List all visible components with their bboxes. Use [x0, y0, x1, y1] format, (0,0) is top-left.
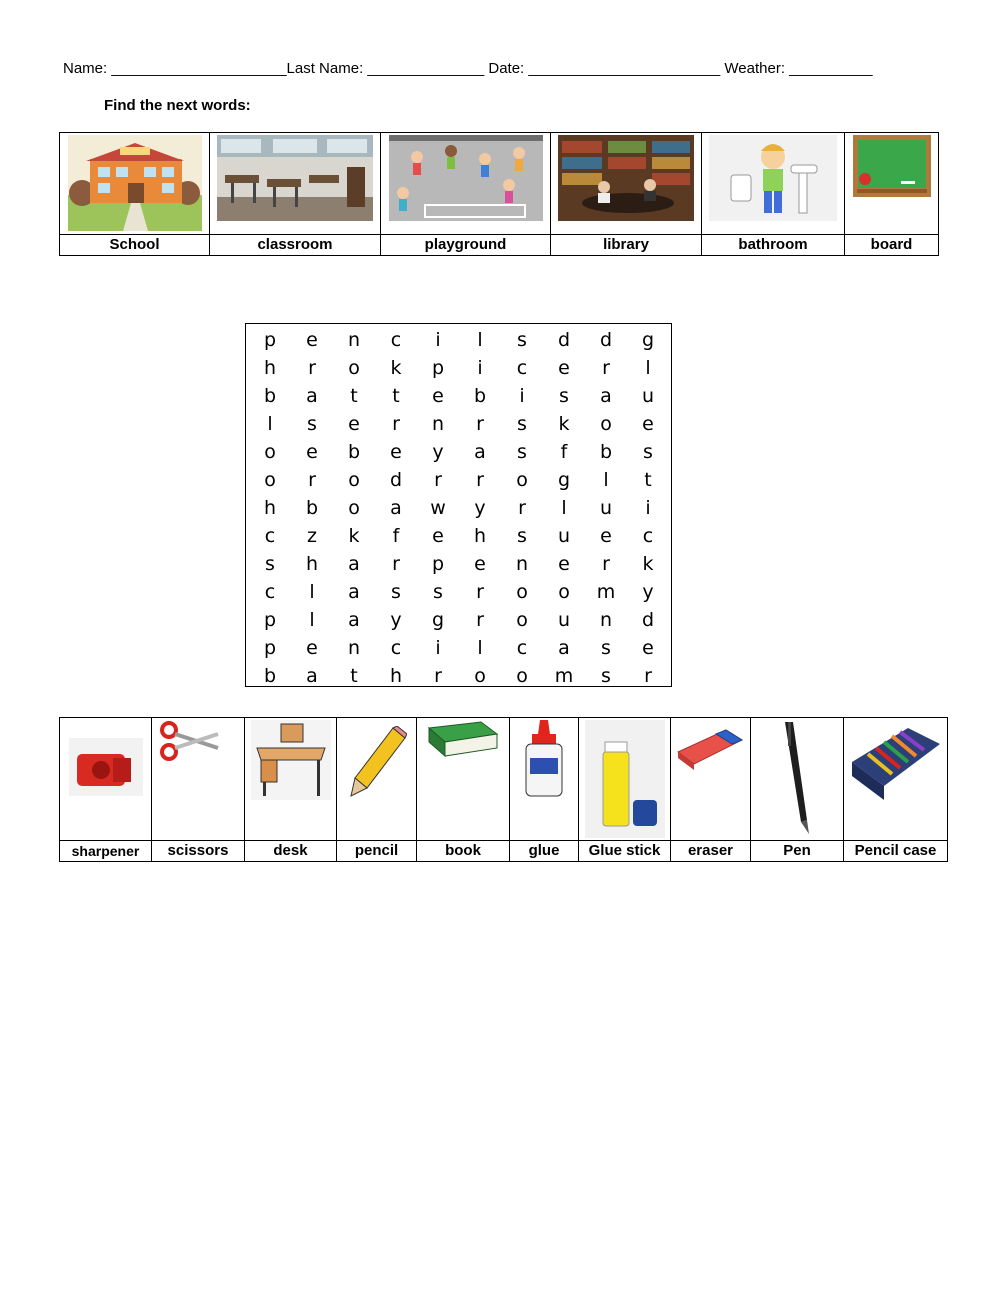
grid-letter[interactable]: b	[263, 665, 277, 687]
grid-letter[interactable]: r	[392, 413, 400, 435]
student-info-line[interactable]: Name: _____________________Last Name: ______________ Date: _______________________ Weather: __________	[63, 60, 873, 77]
library-icon	[558, 135, 694, 221]
grid-letter[interactable]: o	[516, 469, 528, 491]
grid-letter[interactable]: e	[558, 357, 570, 379]
pencil-icon	[347, 726, 407, 798]
classroom-icon	[217, 135, 373, 221]
grid-letter[interactable]: h	[389, 665, 403, 687]
grid-letter[interactable]: r	[476, 609, 484, 631]
grid-letter[interactable]: r	[518, 497, 526, 519]
grid-letter[interactable]: a	[348, 581, 360, 603]
scissors-picture-cell	[152, 718, 245, 841]
grid-letter[interactable]: s	[265, 553, 275, 575]
grid-letter[interactable]: f	[392, 525, 400, 547]
grid-letter[interactable]: p	[263, 609, 277, 631]
scissors-icon	[158, 720, 220, 764]
word-search-grid[interactable]	[245, 323, 672, 687]
grid-letter[interactable]: r	[476, 413, 484, 435]
grid-letter[interactable]: l	[477, 637, 483, 659]
grid-letter[interactable]: p	[263, 637, 277, 659]
grid-letter[interactable]: e	[558, 553, 570, 575]
board-picture-cell	[845, 133, 939, 235]
instruction-heading: Find the next words:	[104, 97, 251, 114]
grid-letter[interactable]: s	[517, 525, 527, 547]
grid-letter[interactable]: i	[477, 357, 483, 379]
grid-letter[interactable]: o	[516, 609, 528, 631]
grid-letter[interactable]: l	[645, 357, 651, 379]
grid-letter[interactable]: l	[267, 413, 273, 435]
grid-letter[interactable]: g	[431, 609, 445, 631]
grid-row	[246, 354, 671, 382]
grid-letter[interactable]: k	[558, 413, 570, 435]
grid-letter[interactable]: t	[350, 385, 358, 407]
grid-letter[interactable]: y	[642, 581, 654, 603]
grid-letter[interactable]: g	[641, 329, 655, 351]
grid-letter[interactable]: d	[599, 329, 613, 351]
grid-letter[interactable]: f	[560, 441, 568, 463]
grid-letter[interactable]: c	[264, 581, 276, 603]
grid-letter[interactable]: e	[432, 385, 444, 407]
grid-letter[interactable]: e	[474, 553, 486, 575]
place-label: bathroom	[702, 235, 845, 256]
grid-letter[interactable]: n	[599, 609, 613, 631]
desk-icon	[251, 720, 331, 800]
supply-label: glue	[510, 841, 579, 862]
grid-letter[interactable]: s	[601, 637, 611, 659]
grid-letter[interactable]: p	[263, 329, 277, 351]
grid-letter[interactable]: r	[602, 553, 610, 575]
grid-row	[246, 522, 671, 550]
grid-letter[interactable]: e	[390, 441, 402, 463]
grid-letter[interactable]: n	[515, 553, 529, 575]
glue-picture-cell	[510, 718, 579, 841]
grid-letter[interactable]: r	[476, 581, 484, 603]
grid-row	[246, 634, 671, 662]
supplies-picture-table	[59, 717, 948, 862]
grid-letter[interactable]: a	[306, 385, 318, 407]
book-picture-cell	[417, 718, 510, 841]
grid-letter[interactable]: b	[473, 385, 487, 407]
grid-letter[interactable]: r	[602, 357, 610, 379]
places-picture-table	[59, 132, 939, 256]
pencil-case-picture-cell	[844, 718, 948, 841]
grid-letter[interactable]: n	[347, 637, 361, 659]
grid-letter[interactable]: u	[557, 525, 571, 547]
grid-letter[interactable]: r	[434, 665, 442, 687]
grid-row	[246, 662, 671, 690]
grid-letter[interactable]: s	[433, 581, 443, 603]
grid-letter[interactable]: o	[264, 441, 276, 463]
library-picture-cell	[551, 133, 702, 235]
glue-bottle-icon	[520, 720, 568, 798]
grid-letter[interactable]: h	[263, 357, 277, 379]
grid-letter[interactable]: u	[641, 385, 655, 407]
grid-letter[interactable]: h	[263, 497, 277, 519]
grid-letter[interactable]: y	[432, 441, 444, 463]
grid-letter[interactable]: o	[600, 413, 612, 435]
playground-icon	[389, 135, 543, 221]
eraser-picture-cell	[671, 718, 751, 841]
pen-picture-cell	[751, 718, 844, 841]
grid-letter[interactable]: b	[347, 441, 361, 463]
school-building-icon	[68, 135, 202, 231]
grid-letter[interactable]: c	[390, 637, 402, 659]
chalkboard-icon	[853, 135, 931, 197]
grid-letter[interactable]: u	[599, 497, 613, 519]
desk-picture-cell	[245, 718, 337, 841]
book-icon	[425, 720, 501, 760]
grid-letter[interactable]: m	[554, 665, 574, 687]
supply-label: Glue stick	[579, 841, 671, 862]
grid-letter[interactable]: b	[599, 441, 613, 463]
grid-row	[246, 494, 671, 522]
grid-letter[interactable]: a	[348, 553, 360, 575]
grid-letter[interactable]: d	[557, 329, 571, 351]
grid-letter[interactable]: o	[348, 357, 360, 379]
grid-letter[interactable]: s	[517, 329, 527, 351]
grid-letter[interactable]: a	[348, 609, 360, 631]
grid-letter[interactable]: u	[557, 609, 571, 631]
grid-letter[interactable]: e	[642, 637, 654, 659]
grid-letter[interactable]: e	[432, 525, 444, 547]
grid-letter[interactable]: k	[642, 553, 654, 575]
grid-row	[246, 326, 671, 354]
grid-row	[246, 438, 671, 466]
grid-letter[interactable]: c	[264, 525, 276, 547]
grid-letter[interactable]: o	[348, 497, 360, 519]
grid-letter[interactable]: s	[601, 665, 611, 687]
grid-letter[interactable]: c	[390, 329, 402, 351]
grid-letter[interactable]: t	[350, 665, 358, 687]
grid-letter[interactable]: l	[309, 609, 315, 631]
grid-letter[interactable]: r	[308, 357, 316, 379]
pen-icon	[777, 720, 817, 836]
grid-letter[interactable]: s	[391, 581, 401, 603]
grid-letter[interactable]: s	[643, 441, 653, 463]
grid-letter[interactable]: l	[561, 497, 567, 519]
supply-label: eraser	[671, 841, 751, 862]
grid-letter[interactable]: h	[473, 525, 487, 547]
grid-letter[interactable]: l	[309, 581, 315, 603]
grid-letter[interactable]: z	[307, 525, 317, 547]
supply-label: scissors	[152, 841, 245, 862]
bathroom-picture-cell	[702, 133, 845, 235]
grid-letter[interactable]: p	[431, 357, 445, 379]
place-label: library	[551, 235, 702, 256]
grid-letter[interactable]: c	[516, 357, 528, 379]
bathroom-icon	[709, 135, 837, 221]
sharpener-icon	[69, 738, 143, 812]
grid-letter[interactable]: o	[516, 581, 528, 603]
grid-letter[interactable]: i	[519, 385, 525, 407]
grid-letter[interactable]: g	[557, 469, 571, 491]
school-picture-cell	[60, 133, 210, 235]
classroom-picture-cell	[210, 133, 381, 235]
supply-label: pencil	[337, 841, 417, 862]
grid-row	[246, 550, 671, 578]
grid-letter[interactable]: b	[263, 385, 277, 407]
grid-letter[interactable]: o	[474, 665, 486, 687]
grid-letter[interactable]: k	[390, 357, 402, 379]
grid-letter[interactable]: r	[308, 469, 316, 491]
grid-letter[interactable]: i	[435, 329, 441, 351]
grid-letter[interactable]: s	[307, 413, 317, 435]
grid-letter[interactable]: n	[431, 413, 445, 435]
grid-letter[interactable]: r	[476, 469, 484, 491]
grid-letter[interactable]: a	[474, 441, 486, 463]
supply-label: book	[417, 841, 510, 862]
grid-letter[interactable]: e	[306, 329, 318, 351]
grid-letter[interactable]: o	[516, 665, 528, 687]
place-label: classroom	[210, 235, 381, 256]
grid-letter[interactable]: d	[389, 469, 403, 491]
glue-stick-icon	[585, 720, 665, 838]
grid-letter[interactable]: l	[477, 329, 483, 351]
grid-letter[interactable]: o	[264, 469, 276, 491]
grid-letter[interactable]: o	[558, 581, 570, 603]
grid-letter[interactable]: n	[347, 329, 361, 351]
grid-letter[interactable]: k	[348, 525, 360, 547]
grid-letter[interactable]: s	[517, 413, 527, 435]
place-label: playground	[381, 235, 551, 256]
grid-letter[interactable]: e	[600, 525, 612, 547]
supply-label: desk	[245, 841, 337, 862]
grid-letter[interactable]: s	[559, 385, 569, 407]
grid-letter[interactable]: b	[305, 497, 319, 519]
grid-letter[interactable]: a	[390, 497, 402, 519]
grid-letter[interactable]: h	[305, 553, 319, 575]
grid-row	[246, 466, 671, 494]
grid-letter[interactable]: l	[603, 469, 609, 491]
grid-letter[interactable]: c	[642, 525, 654, 547]
grid-letter[interactable]: a	[558, 637, 570, 659]
grid-row	[246, 410, 671, 438]
grid-letter[interactable]: i	[435, 637, 441, 659]
grid-letter[interactable]: r	[392, 553, 400, 575]
grid-letter[interactable]: m	[596, 581, 616, 603]
grid-letter[interactable]: e	[348, 413, 360, 435]
grid-letter[interactable]: d	[641, 609, 655, 631]
grid-letter[interactable]: s	[517, 441, 527, 463]
grid-letter[interactable]: t	[644, 469, 652, 491]
grid-row	[246, 606, 671, 634]
grid-letter[interactable]: o	[348, 469, 360, 491]
grid-letter[interactable]: p	[431, 553, 445, 575]
grid-letter[interactable]: w	[430, 497, 446, 519]
eraser-icon	[676, 722, 746, 772]
grid-letter[interactable]: e	[306, 637, 318, 659]
grid-row	[246, 382, 671, 410]
grid-letter[interactable]: y	[474, 497, 486, 519]
grid-letter[interactable]: e	[306, 441, 318, 463]
place-label: School	[60, 235, 210, 256]
grid-letter[interactable]: r	[644, 665, 652, 687]
sharpener-picture-cell	[60, 718, 152, 841]
playground-picture-cell	[381, 133, 551, 235]
grid-letter[interactable]: i	[645, 497, 651, 519]
grid-letter[interactable]: y	[390, 609, 402, 631]
pencil-picture-cell	[337, 718, 417, 841]
grid-letter[interactable]: e	[642, 413, 654, 435]
glue-stick-picture-cell	[579, 718, 671, 841]
grid-letter[interactable]: a	[306, 665, 318, 687]
grid-letter[interactable]: t	[392, 385, 400, 407]
supply-label: sharpener	[60, 841, 152, 862]
grid-letter[interactable]: c	[516, 637, 528, 659]
grid-letter[interactable]: a	[600, 385, 612, 407]
place-label: board	[845, 235, 939, 256]
pencil-case-icon	[848, 722, 944, 802]
supply-label: Pen	[751, 841, 844, 862]
supply-label: Pencil case	[844, 841, 948, 862]
grid-letter[interactable]: r	[434, 469, 442, 491]
grid-row	[246, 578, 671, 606]
